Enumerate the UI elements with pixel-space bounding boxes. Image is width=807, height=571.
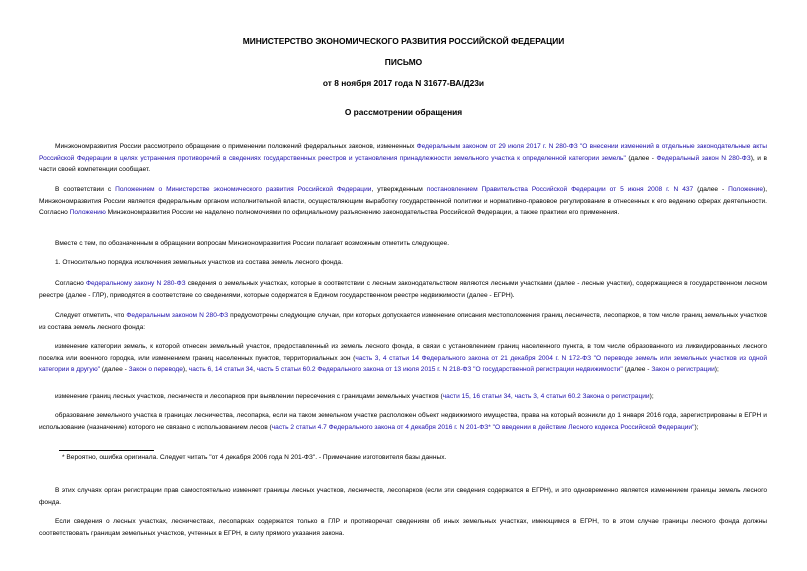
paragraph-5 <box>39 278 767 301</box>
link-regulation-2[interactable]: Положению <box>69 209 106 216</box>
doc-subject: О рассмотрении обращения <box>344 107 463 117</box>
link-regulation[interactable]: Положение <box>728 186 763 193</box>
paragraph-text: ), и в части своей компетенции сообщает. <box>39 154 767 173</box>
paragraph-text: (далее - <box>622 366 652 373</box>
paragraph-11: Если сведения о лесных участках, лесничествах, лесопарках содержатся только в ГЛР и противоречат сведениям об иных земельных участках, имеющимся в ЕГРН, то в этом случае границы лесного фонда должны соответствовать границам земельных участков, учтенных в ЕГРН, в силу прямого указания закона. <box>39 518 767 537</box>
link-law-280fz[interactable]: Федеральным законом от 29 июля 2017 г. N 280-ФЗ "О внесении изменений в отдельные законодательные акты Российской Федерации в целях устранения противоречий в сведениях государственных реестров и установления принадлежности земельного участка к определенной категории земель" <box>39 143 767 162</box>
paragraph-2 <box>39 184 767 219</box>
paragraph-text: В соответствии с <box>55 186 116 193</box>
paragraph-text: сведения о земельных участках, которые в соответствии с лесным законодательством являются лесными участками (далее - лесные участки), содержащиеся в государственном лесном реестре (далее - ГЛР), приводятся в соответствие со сведениями, которые содержатся в Едином государственном реестре недвижимости (далее - ЕГРН). <box>39 280 767 299</box>
link-law-280fz-3[interactable]: Федеральным законом N 280-ФЗ <box>126 312 229 319</box>
link-government-decree-437[interactable]: постановлением Правительства Российской Федерации от 5 июня 2008 г. N 437 <box>426 186 694 193</box>
paragraph-text: изменение границ лесных участков, лесничеств и лесопарков при выявлении пересечения с границами земельных участков ( <box>55 393 443 400</box>
paragraph-7 <box>39 341 767 376</box>
link-law-201fz[interactable]: часть 2 статьи 4.7 Федерального закона от 4 декабря 2016 г. N 201-ФЗ* "О введении в действие Лесного кодекса Российской Федерации" <box>271 423 695 431</box>
paragraph-text: образование земельного участка в границах лесничества, лесопарка, если на таком земельном участке расположен объект недвижимого имущества, права на который возникли до 1 января 2016 года, зарегистрированы в ЕГРН и использование (назначение) которого не связано с использованием лесов ( <box>39 412 767 431</box>
link-law-280fz-short[interactable]: Федеральный закон N 280-ФЗ <box>656 154 751 162</box>
doc-number-date: от 8 ноября 2017 года N 31677-ВА/Д23и <box>322 78 485 88</box>
paragraph-3: Вместе с тем, по обозначенным в обращении вопросам Минэкономразвития России полагает возможным отметить следующее. <box>55 240 450 247</box>
paragraph-8 <box>39 391 767 403</box>
link-law-280fz-2[interactable]: Федеральному закону N 280-ФЗ <box>85 280 186 287</box>
footnote: * Вероятно, ошибка оригинала. Следует читать "от 4 декабря 2006 года N 201-ФЗ". - Примечание изготовителя базы данных. <box>62 454 447 461</box>
link-registration-law[interactable]: Закон о регистрации <box>651 366 715 373</box>
footnote-divider <box>59 450 154 451</box>
paragraph-text: Минэкономразвития России не наделено полномочиями по официальному разъяснению законодательства Российской Федерации, а также практики его применения. <box>105 209 620 216</box>
paragraph-10: В этих случаях орган регистрации прав самостоятельно изменяет границы лесных участков, лесничеств, лесопарков (если эти сведения содержатся в ЕГРН), и это одновременно является изменением границы земель лесного фонда. <box>39 487 767 506</box>
link-article-34-60-2[interactable]: части 15, 16 статьи 34, часть 3, 4 статьи 60.2 Закона о регистрации <box>442 393 650 400</box>
paragraph-text: Следует отметить, что <box>55 312 127 319</box>
paragraph-text: , <box>253 366 257 373</box>
paragraph-text: ), <box>182 366 189 373</box>
paragraph-text: Согласно <box>55 280 86 287</box>
ministry-title: МИНИСТЕРСТВО ЭКОНОМИЧЕСКОГО РАЗВИТИЯ РОССИЙСКОЙ ФЕДЕРАЦИИ <box>242 36 565 46</box>
paragraph-text: предусмотрены следующие случаи, при которых допускается изменение описания местоположения границ лесничеств, лесопарков, в том числе границ земельных участков из состава земель лесного фонда: <box>39 312 767 331</box>
paragraph-text: Минэкономразвития России рассмотрело обращение о применении положений федеральных законов, измененных <box>55 143 417 150</box>
link-article-34-parts[interactable]: часть 6, 14 статьи 34 <box>188 366 254 373</box>
doc-type: ПИСЬМО <box>384 57 423 67</box>
link-transfer-law[interactable]: Закон о переводе <box>128 366 183 373</box>
paragraph-9 <box>39 410 767 433</box>
paragraph-text: ); <box>694 423 699 431</box>
paragraph-text: (далее - <box>625 154 657 162</box>
link-ministry-regulation[interactable]: Положением о Министерстве экономического развития Российской Федерации <box>115 186 372 193</box>
paragraph-4: 1. Относительно порядка исключения земельных участков из состава земель лесного фонда. <box>55 259 343 266</box>
paragraph-text: изменение категории земель, к которой отнесен земельный участок, предоставленный из земель лесного фонда, в связи с установлением границ населенного пункта, в том числе образованного из ликвидированных лесного поселка или военного городка, или изменением границ населенных пунктов, территориальных зон ( <box>39 343 767 362</box>
paragraph-1 <box>39 141 767 176</box>
paragraph-text: ); <box>649 393 654 400</box>
link-law-172fz[interactable]: часть 3, 4 статьи 14 Федерального закона от 21 декабря 2004 г. N 172-ФЗ "О переводе земель или земельных участков из одной категории в другую" <box>39 354 768 373</box>
paragraph-text: ), Минэкономразвития России является федеральным органом исполнительной власти, осуществляющим выработку государственной политики и нормативно-правовое регулирование в отнесенных к его ведению сферах деятельности. Согласно <box>39 186 768 216</box>
paragraph-6 <box>39 310 767 333</box>
paragraph-text: (далее - <box>100 366 129 373</box>
paragraph-text: (далее - <box>693 186 729 193</box>
paragraph-text: , утвержденным <box>371 186 427 193</box>
paragraph-text: ); <box>714 366 719 373</box>
link-law-218fz[interactable]: часть 5 статьи 60.2 Федерального закона от 13 июля 2015 г. N 218-ФЗ "О государственной регистрации недвижимости" <box>256 366 623 373</box>
